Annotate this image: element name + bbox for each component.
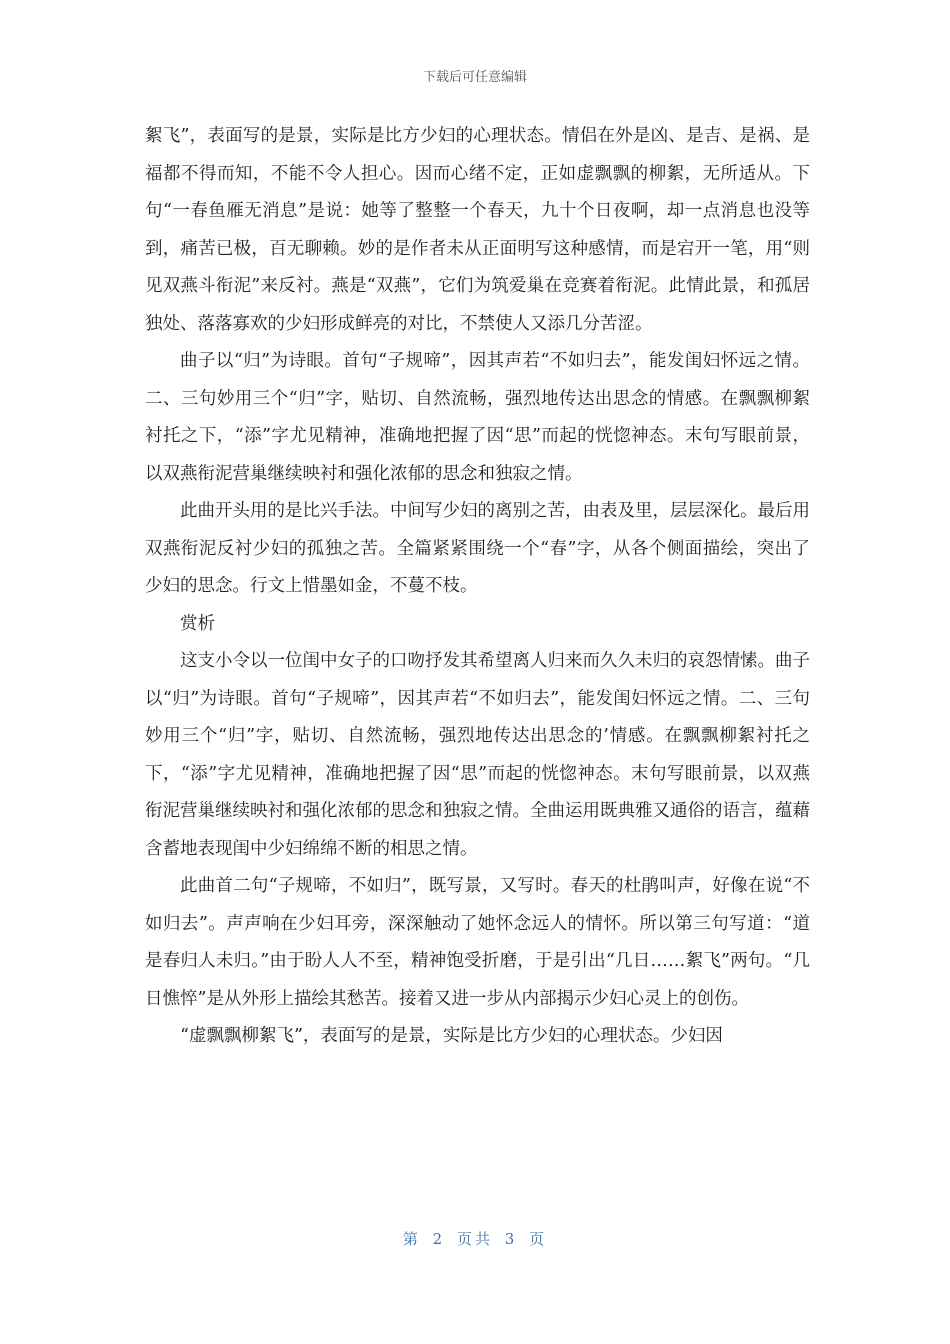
section-heading: 赏析 bbox=[180, 613, 215, 634]
page-header: 下载后可任意编辑 bbox=[422, 70, 527, 85]
paragraph: 这支小令以一位闺中女子的口吻抒发其希望离人归来而久久未归的哀怨情愫。曲子以“归”为诗眼。首句“子规啼”，因其声若“不如归去”，能发闺妇怀远之情。二、三句妙用三个“归”字，贴切、自然流畅，强烈地传达出思念的’情感。在飘飘柳絮衬托之下，“添”字尤见精神，准确地把握了因“思”而起的恍惚神态。末句写眼前景，以双燕衔泥营巢继续映衬和强化浓郁的思念和独寂之情。全曲运用既典雅又通俗的语言，蕴藉含蓄地表现闺中少妇绵绵不断的相思之情。 bbox=[145, 651, 810, 859]
paragraph: 曲子以“归”为诗眼。首句“子规啼”，因其声若“不如归去”，能发闺妇怀远之情。二、三句妙用三个“归”字，贴切、自然流畅，强烈地传达出思念的情感。在飘飘柳絮衬托之下，“添”字尤见精神，准确地把握了因“思”而起的恍惚神态。末句写眼前景，以双燕衔泥营巢继续映衬和强化浓郁的思念和独寂之情。 bbox=[145, 351, 810, 484]
paragraph: 此曲开头用的是比兴手法。中间写少妇的离别之苦，由表及里，层层深化。最后用双燕衔泥反衬少妇的孤独之苦。全篇紧紧围绕一个“春”字，从各个侧面描绘，突出了少妇的思念。行文上惜墨如金，不蔓不枝。 bbox=[145, 501, 810, 596]
document-body bbox=[145, 118, 810, 1056]
paragraph: 此曲首二句“子规啼，不如归”，既写景，又写时。春天的杜鹃叫声，好像在说“不如归去”。声声响在少妇耳旁，深深触动了她怀念远人的情怀。所以第三句写道：“道是春归人未归。”由于盼人人不至，精神饱受折磨，于是引出“几日……絮飞”两句。“几日憔悴”是从外形上描绘其愁苦。接着又进一步从内部揭示少妇心灵上的创伤。 bbox=[145, 876, 810, 1009]
paragraph-continued: 絮飞”，表面写的是景，实际是比方少妇的心理状态。情侣在外是凶、是吉、是祸、是福都不得而知，不能不令人担心。因而心绪不定，正如虚飘飘的柳絮，无所适从。下句“一春鱼雁无消息”是说：她等了整整一个春天，九十个日夜啊，却一点消息也没等到，痛苦已极，百无聊赖。妙的是作者未从正面明写这种感情，而是宕开一笔，用“则见双燕斗衔泥”来反衬。燕是“双燕”，它们为筑爱巢在竞赛着衔泥。此情此景，和孤居独处、落落寡欢的少妇形成鲜亮的对比，不禁使人又添几分苦涩。 bbox=[145, 126, 810, 334]
paragraph: “虚飘飘柳絮飞”，表面写的是景，实际是比方少妇的心理状态。少妇因 bbox=[180, 1026, 723, 1046]
page-footer: 第 2 页共 3 页 bbox=[402, 1230, 548, 1248]
